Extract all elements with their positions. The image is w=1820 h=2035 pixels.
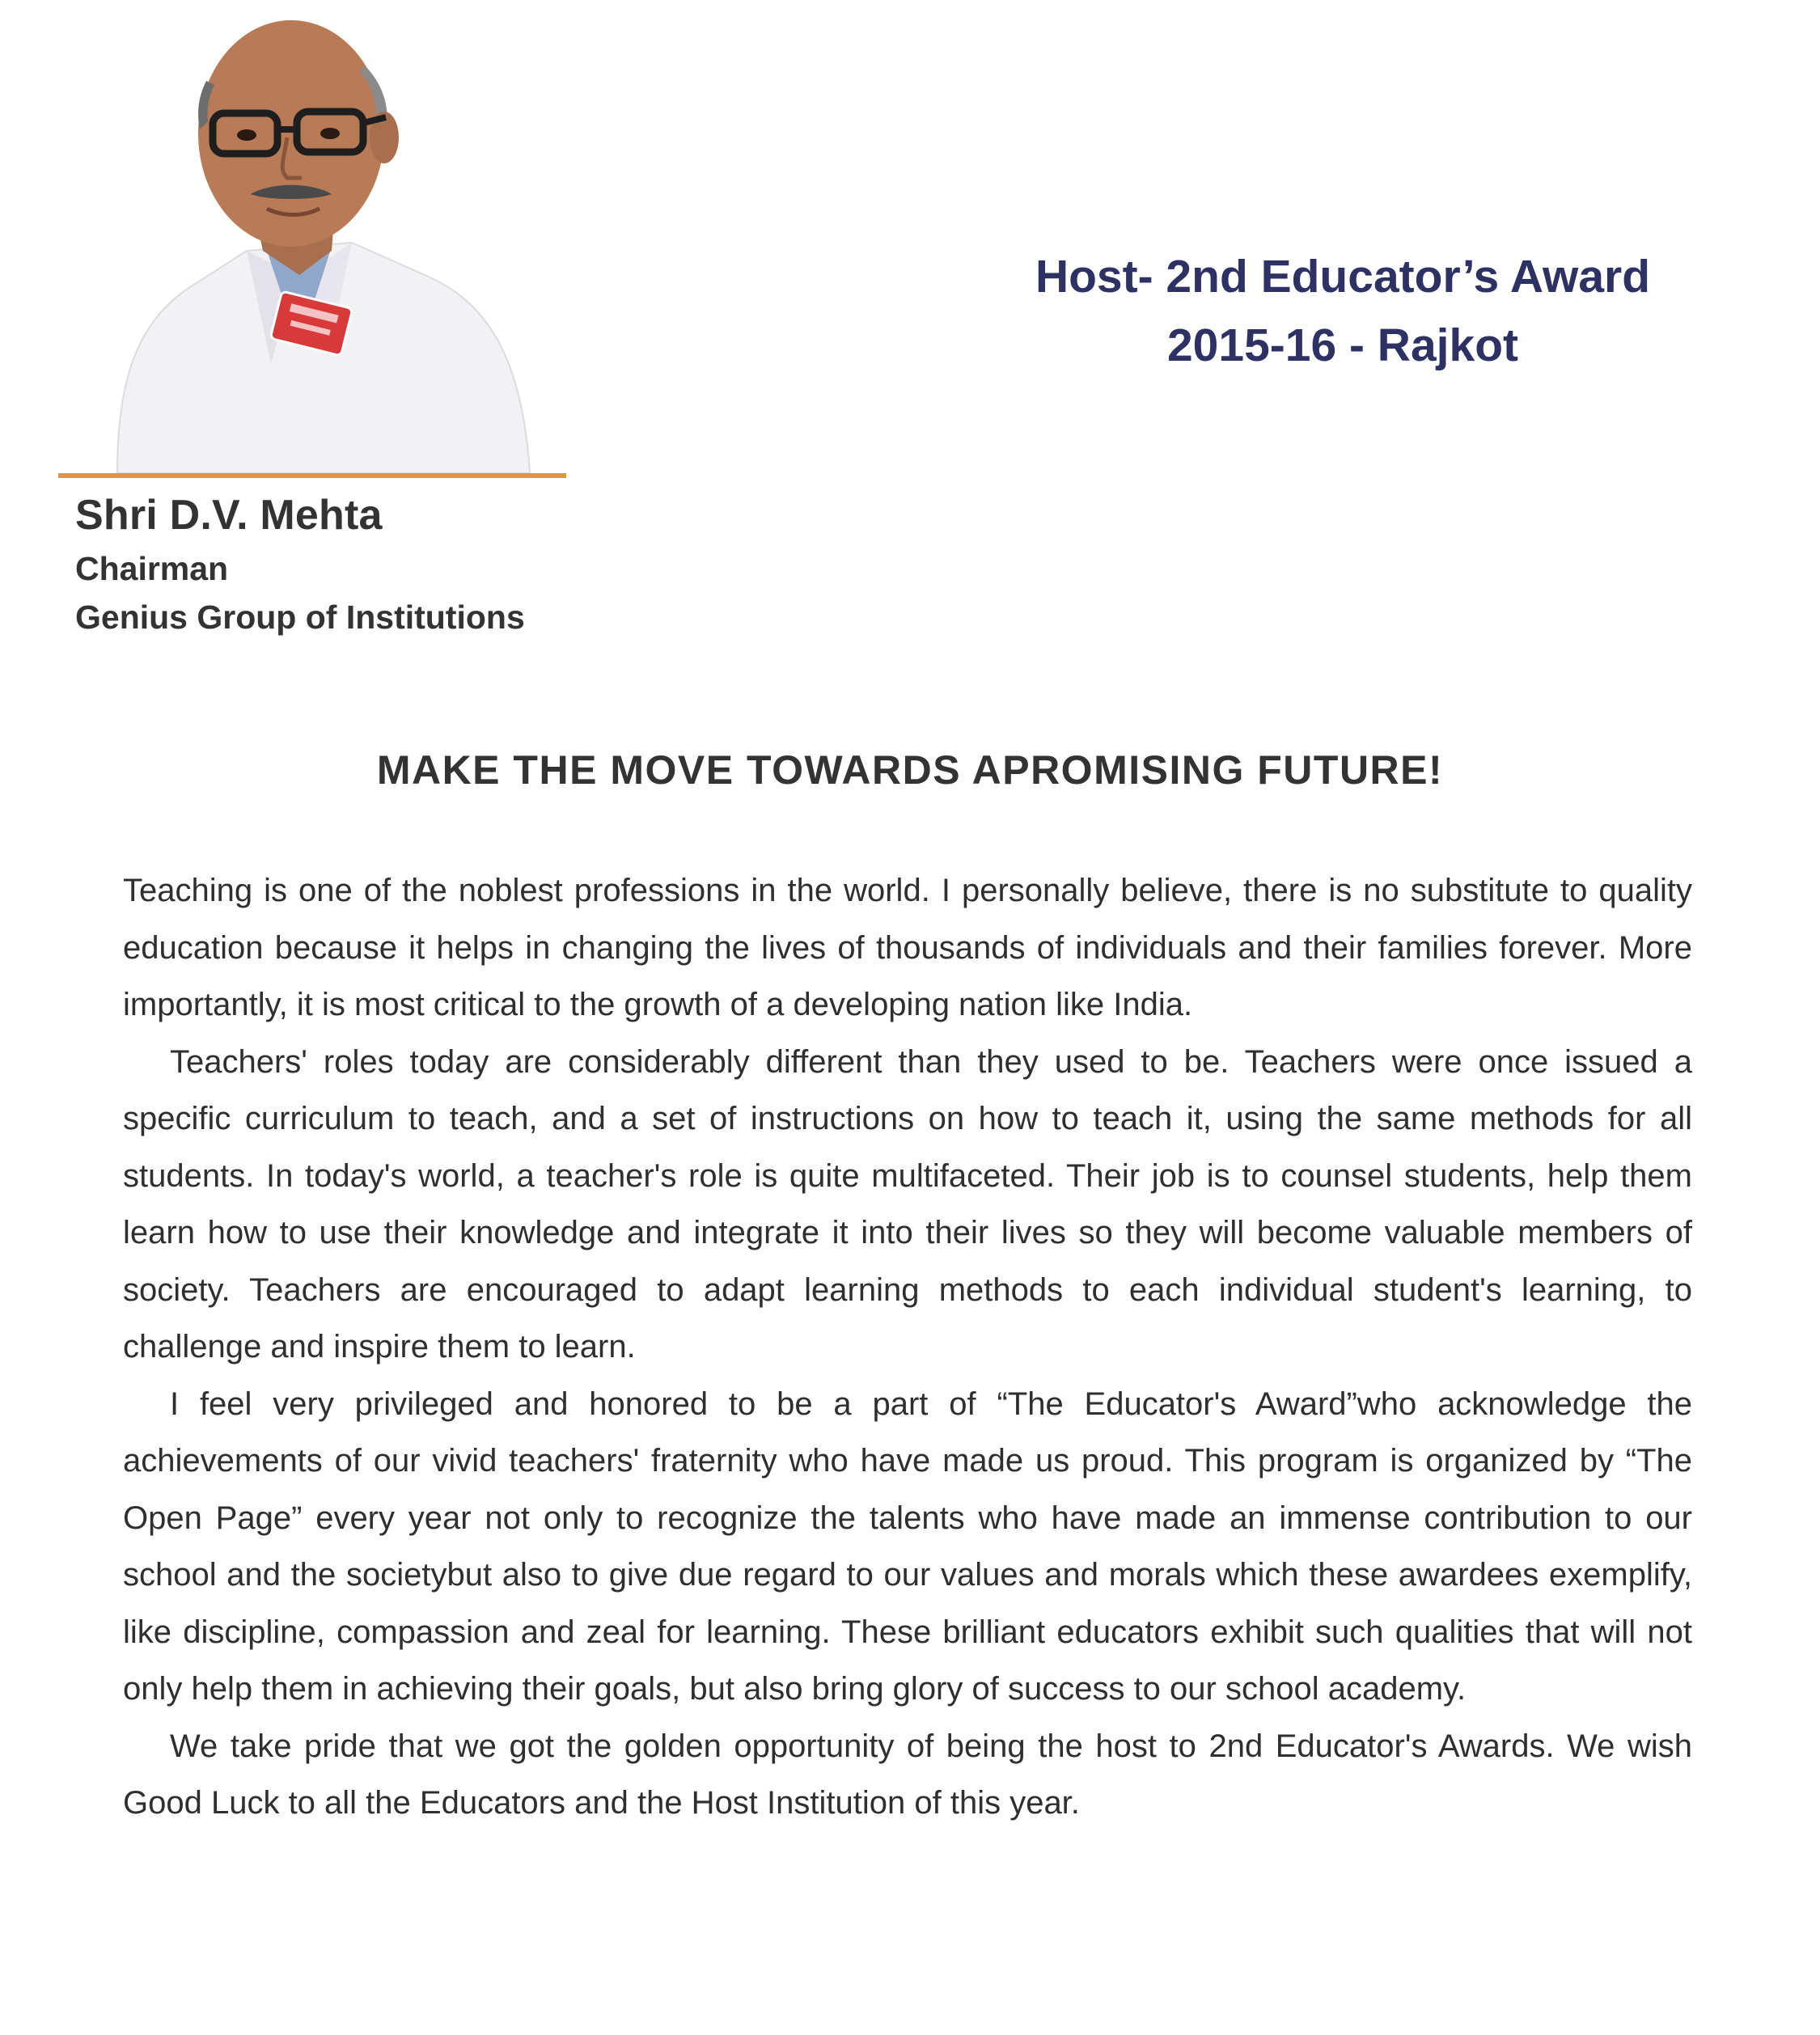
chairman-photo — [85, 8, 538, 473]
article-paragraph: Teaching is one of the noblest professions in the world. I personally believe, there is no substitute to quality education because it helps in changing the lives of thousands of individuals and their families forever. More importantly, it is most critical to the growth of a developing nation like India. — [123, 873, 1692, 1022]
article-headline: MAKE THE MOVE TOWARDS APROMISING FUTURE! — [376, 747, 1444, 793]
article-paragraph: Teachers' roles today are considerably different than they used to be. Teachers were once issued a specific curriculum to teach, and a set of instructions on how to teach it, using the same methods for all students. In today's world, a teacher's role is quite multifaceted. Their job is to counsel students, help them learn how to use their knowledge and integrate it into their lives so they will become valuable members of society. Teachers are encouraged to adapt learning methods to each individual student's learning, to challenge and inspire them to learn. — [123, 1043, 1692, 1364]
person-role: Chairman — [75, 550, 229, 587]
article-paragraph: We take pride that we got the golden opportunity of being the host to 2nd Educator's Awards. We wish Good Luck to all the Educators and the Host Institution of this year. — [123, 1728, 1692, 1821]
article-paragraph: I feel very privileged and honored to be a part of “The Educator's Award”who acknowledge the achievements of our vivid teachers' fraternity who have made us proud. This program is organized by “The Open Page” every year not only to recognize the talents who have made an immense contribution to our school and the societybut also to give due regard to our values and morals which these awardees exemplify, like discipline, compassion and zeal for learning. These brilliant educators exhibit such qualities that will not only help them in achieving their goals, but also bring glory of success to our school academy. — [123, 1386, 1692, 1707]
gold-divider — [58, 473, 566, 478]
article-body — [123, 862, 1692, 1832]
person-organization: Genius Group of Institutions — [75, 599, 525, 636]
award-title — [938, 243, 1747, 380]
award-title-line2: 2015-16 - Rajkot — [1166, 319, 1519, 371]
person-name: Shri D.V. Mehta — [75, 492, 383, 539]
award-title-line1: Host- 2nd Educator’s Award — [1035, 251, 1651, 302]
